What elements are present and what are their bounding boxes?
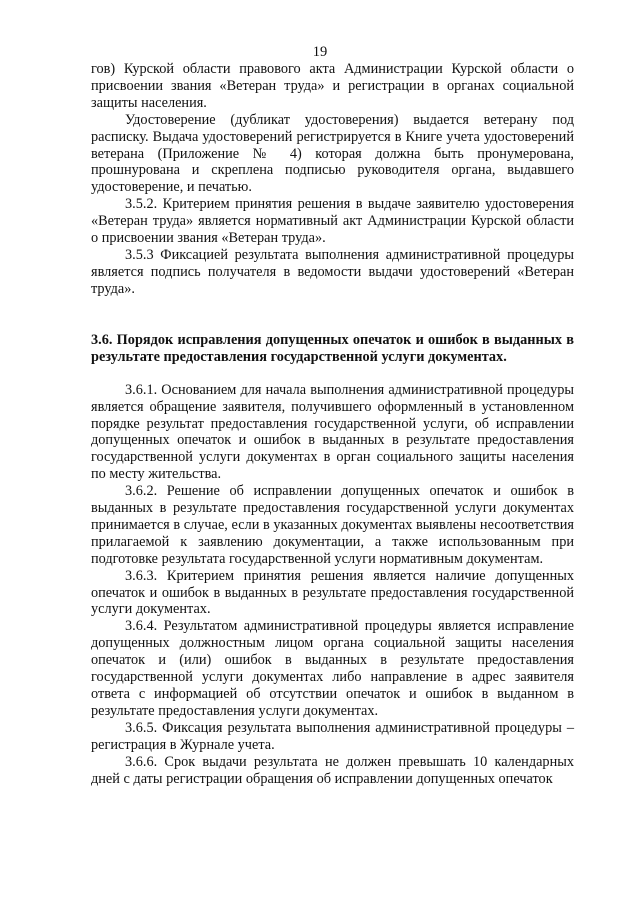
paragraph-3-5-3: 3.5.3 Фиксацией результата выполнения административной процедуры является подпись получателя в ведомости выдачи удостоверений «Ветеран труда». xyxy=(91,246,574,297)
paragraph-certificate-issuance: Удостоверение (дубликат удостоверения) выдается ветерану под расписку. Выдача удостоверений регистрируется в Книге учета удостоверений ветерана (Приложение № 4) которая должна быть пронумерована, прошнурована и скреплена подписью руководителя органа, выдавшего удостоверение, и печатью. xyxy=(91,111,574,196)
paragraph-3-6-5: 3.6.5. Фиксация результата выполнения административной процедуры – регистрация в Журнале учета. xyxy=(91,719,574,753)
section-spacer xyxy=(91,298,574,332)
paragraph-continuation: гов) Курской области правового акта Администрации Курской области о присвоении звания «Ветеран труда» и регистрации в органах социальной защиты населения. xyxy=(91,61,574,111)
paragraph-3-6-1: 3.6.1. Основанием для начала выполнения административной процедуры является обращение заявителя, получившего оформленный в установленном порядке результат предоставления государственной услуги, об исправлении допущенных опечаток и ошибок в выданных в результате предоставления государственной услуги документах в орган социального защиты населения по месту жительства. xyxy=(91,381,574,483)
paragraph-3-6-2: 3.6.2. Решение об исправлении допущенных опечаток и ошибок в выданных в результате предоставления государственной услуги документах принимается в случае, если в указанных документах выявлены несоответствия прилагаемой к заявлению документации, а также использованным при подготовке результата государственной услуги нормативным документам. xyxy=(91,483,574,567)
section-heading-3-6: 3.6. Порядок исправления допущенных опечаток и ошибок в выданных в результате предоставления государственной услуги документах. xyxy=(91,331,574,365)
paragraph-3-6-3: 3.6.3. Критерием принятия решения является наличие допущенных опечаток и ошибок в выданных в результате предоставления государственной услуги документах. xyxy=(91,567,574,618)
paragraph-3-6-4: 3.6.4. Результатом административной процедуры является исправление допущенных должностным лицом органа социальной защиты населения опечаток и (или) ошибок в выданных в результате предоставления государственной услуги документах либо направление в адрес заявителя ответа с информацией об отсутствии опечаток и ошибок в выданном в результате предоставления услуги документах. xyxy=(91,618,574,719)
page-number: 19 xyxy=(312,44,328,60)
paragraph-3-6-6: 3.6.6. Срок выдачи результата не должен превышать 10 календарных дней с даты регистрации обращения об исправлении допущенных опечаток xyxy=(91,753,574,787)
paragraph-3-5-2: 3.5.2. Критерием принятия решения в выдаче заявителю удостоверения «Ветеран труда» является нормативный акт Администрации Курской области о присвоении звания «Ветеран труда». xyxy=(91,196,574,247)
document-body xyxy=(91,61,574,787)
heading-spacer xyxy=(91,366,574,382)
